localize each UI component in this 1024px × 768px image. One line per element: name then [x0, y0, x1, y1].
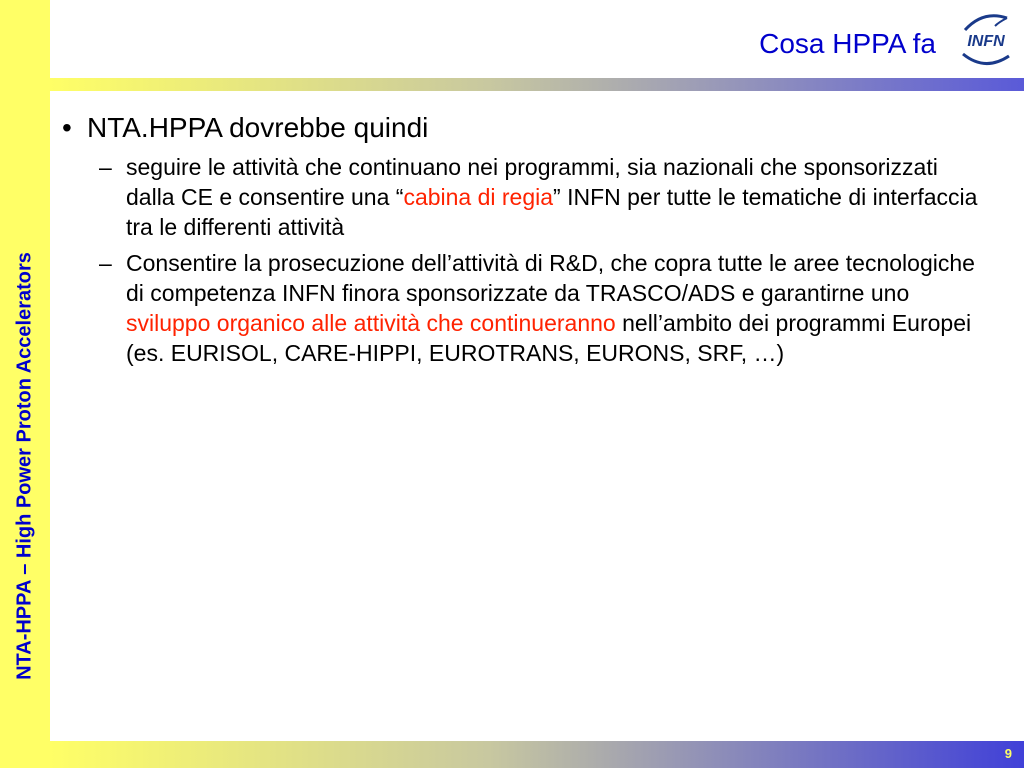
sub-bullet-1-part2: ” INFN per tutte le tematiche di interfaccia tra le differenti attività	[126, 184, 978, 240]
sub-bullet-1-part1: seguire le attività che continuano nei programmi, sia nazionali che sponsorizzati dalla CE e consentire una “	[126, 154, 938, 210]
dash-marker: –	[99, 154, 112, 180]
logo-text: INFN	[967, 33, 1005, 50]
sidebar	[0, 0, 50, 768]
page-number: 9	[1004, 746, 1012, 761]
slide-content	[62, 110, 982, 374]
sub-bullet-1-text	[126, 152, 982, 242]
header-gradient-bar	[50, 78, 1024, 91]
sub-bullet-1-highlight: cabina di regia	[403, 184, 554, 210]
sub-bullet-2-part1: Consentire la prosecuzione dell’attività di R&D, che copra tutte le aree tecnologiche di competenza INFN finora sponsorizzate da TRASCO/ADS e garantirne uno	[126, 250, 975, 306]
bullet-marker: •	[62, 112, 72, 143]
slide-title: Cosa HPPA fa	[759, 28, 936, 59]
sub-bullet-2	[99, 248, 982, 368]
main-bullet-text: NTA.HPPA dovrebbe quindi	[87, 112, 429, 143]
infn-logo-icon	[955, 10, 1017, 72]
footer-gradient-bar	[50, 741, 1024, 768]
sub-bullet-1	[99, 152, 982, 242]
sidebar-title: NTA-HPPA – High Power Proton Accelerators	[13, 252, 36, 680]
main-bullet	[62, 110, 982, 146]
sub-bullet-2-text	[126, 248, 982, 368]
sub-bullet-2-highlight: sviluppo organico alle attività che continueranno	[126, 310, 616, 336]
sub-bullet-2-part2: nell’ambito dei programmi Europei (es. EURISOL, CARE-HIPPI, EUROTRANS, EURONS, SRF, …)	[126, 310, 972, 366]
dash-marker: –	[99, 250, 112, 276]
